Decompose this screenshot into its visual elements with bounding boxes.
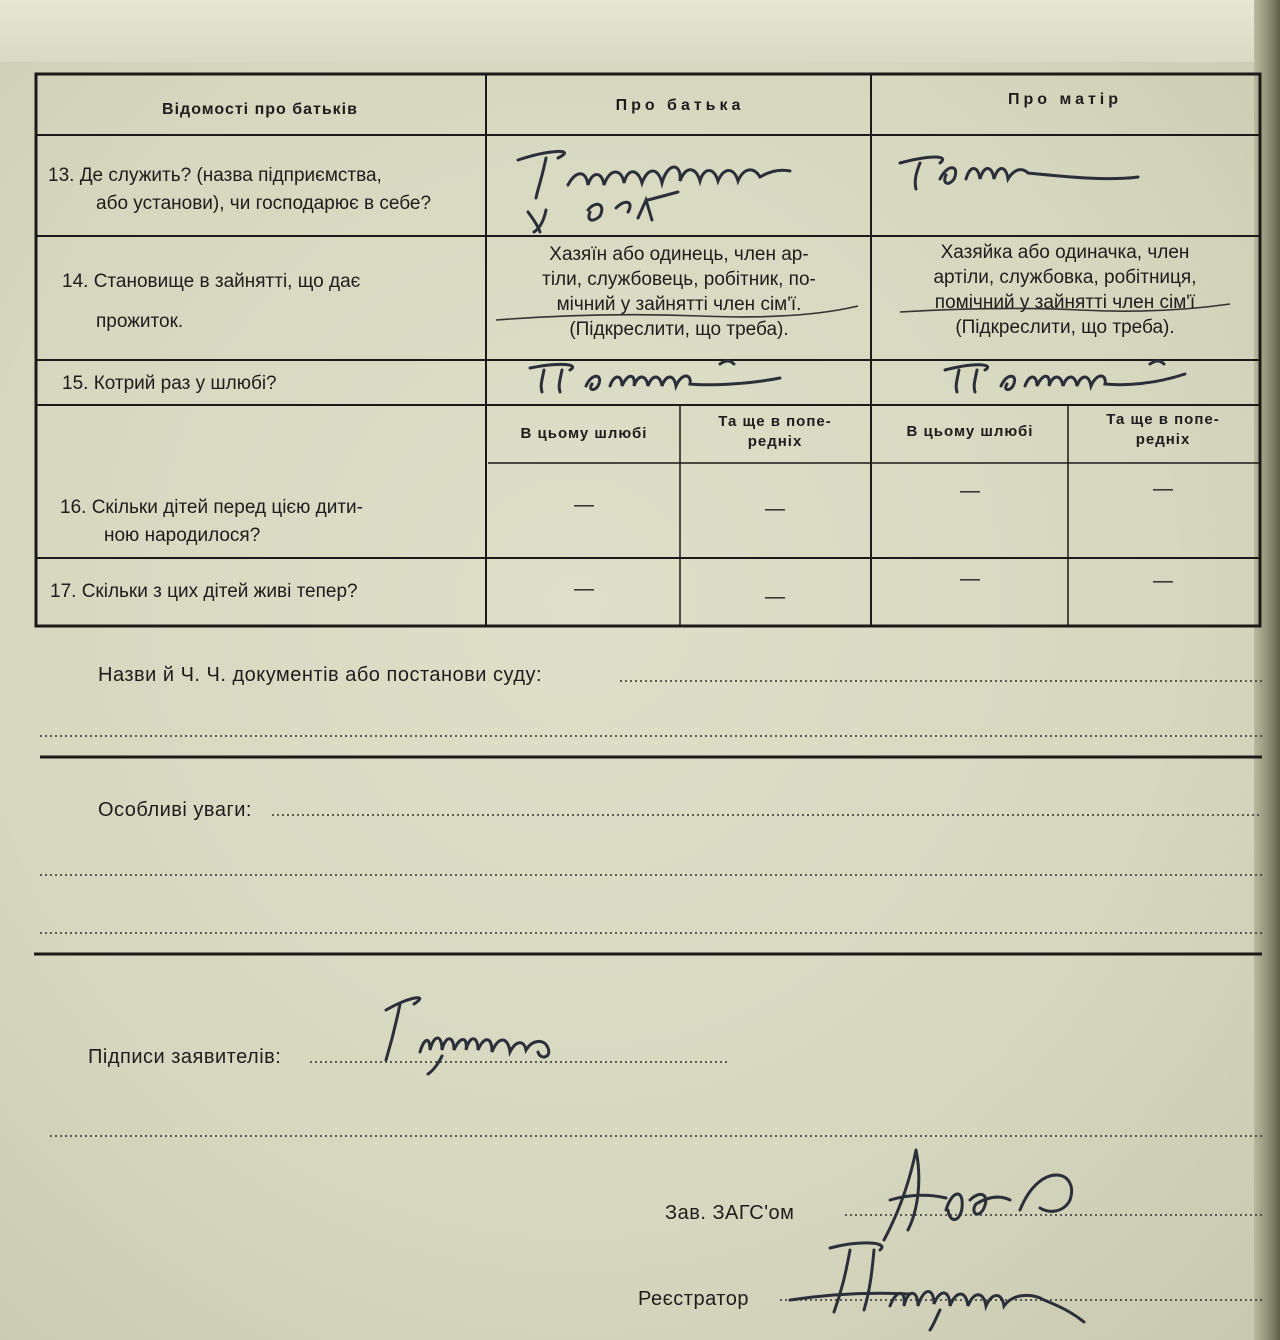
header-father: Про батька — [615, 97, 745, 114]
head-zags-signature — [860, 1140, 1080, 1250]
row16-mother-prev-2: редніх — [1135, 431, 1191, 448]
row14-father-line3: мічний у зайнятті член сім'ї. — [556, 294, 802, 315]
header-mother: Про матір — [1007, 91, 1123, 108]
row17-father-prev-value: — — [765, 586, 785, 608]
row13-father-handwriting — [488, 140, 870, 235]
notes-label: Особливі уваги: — [98, 799, 252, 821]
head-zags-label: Зав. ЗАГС'ом — [665, 1202, 795, 1224]
row15-label: 15. Котрий раз у шлюбі? — [62, 373, 277, 394]
row16-mother-prev-value: — — [1153, 478, 1173, 500]
applicant-signature — [350, 990, 610, 1080]
footer-lines — [0, 640, 1280, 1110]
row17-mother-this-value: — — [960, 568, 980, 590]
row14-label-1: 14. Становище в зайнятті, що дає — [62, 271, 361, 292]
row16-mother-this-marriage: В цьому шлюбі — [906, 423, 1034, 440]
registrar-label: Реєстратор — [638, 1288, 749, 1310]
row16-father-prev-value: — — [765, 498, 785, 520]
header-info: Відомості про батьків — [162, 101, 358, 118]
row14-mother-line4: (Підкреслити, що треба). — [955, 317, 1175, 338]
row13-label-1: 13. Де служить? (назва підприємства, — [48, 165, 382, 186]
applicants-label: Підписи заявителів: — [88, 1046, 282, 1068]
registrar-signature — [770, 1240, 1150, 1340]
row14-mother-line3: помічний у зайнятті член сім'ї — [934, 292, 1196, 313]
row16-father-prev-1: Та ще в попе- — [718, 413, 832, 430]
row14-mother-line2: артіли, службовка, робітниця, — [933, 267, 1197, 288]
row16-father-this-value: — — [574, 494, 594, 516]
row15-father-handwriting — [520, 358, 840, 400]
row13-label-2: або установи), чи господарює в себе? — [96, 193, 432, 214]
row16-mother-this-value: — — [960, 480, 980, 502]
row15-mother-handwriting — [935, 356, 1235, 400]
row16-label-2: ною народилося? — [104, 525, 261, 546]
documents-label: Назви й Ч. Ч. документів або постанови суду: — [98, 664, 543, 686]
row17-father-this-value: — — [574, 578, 594, 600]
row16-label-1: 16. Скільки дітей перед цією дити- — [60, 497, 363, 518]
row14-mother-line1: Хазяйка або одиначка, член — [940, 242, 1190, 263]
row14-label-2: прожиток. — [96, 311, 184, 332]
row16-father-this-marriage: В цьому шлюбі — [520, 425, 648, 442]
row14-father-line1: Хазяїн або одинець, член ар- — [549, 244, 809, 265]
row16-father-prev-2: редніх — [747, 433, 803, 450]
row14-father-line2: тіли, службовець, робітник, по- — [542, 269, 816, 290]
row17-label: 17. Скільки з цих дітей живі тепер? — [50, 581, 358, 602]
row17-mother-prev-value: — — [1153, 570, 1173, 592]
row14-father-line4: (Підкреслити, що треба). — [569, 319, 789, 340]
row16-mother-prev-1: Та ще в попе- — [1106, 411, 1220, 428]
row13-mother-handwriting — [880, 145, 1180, 195]
